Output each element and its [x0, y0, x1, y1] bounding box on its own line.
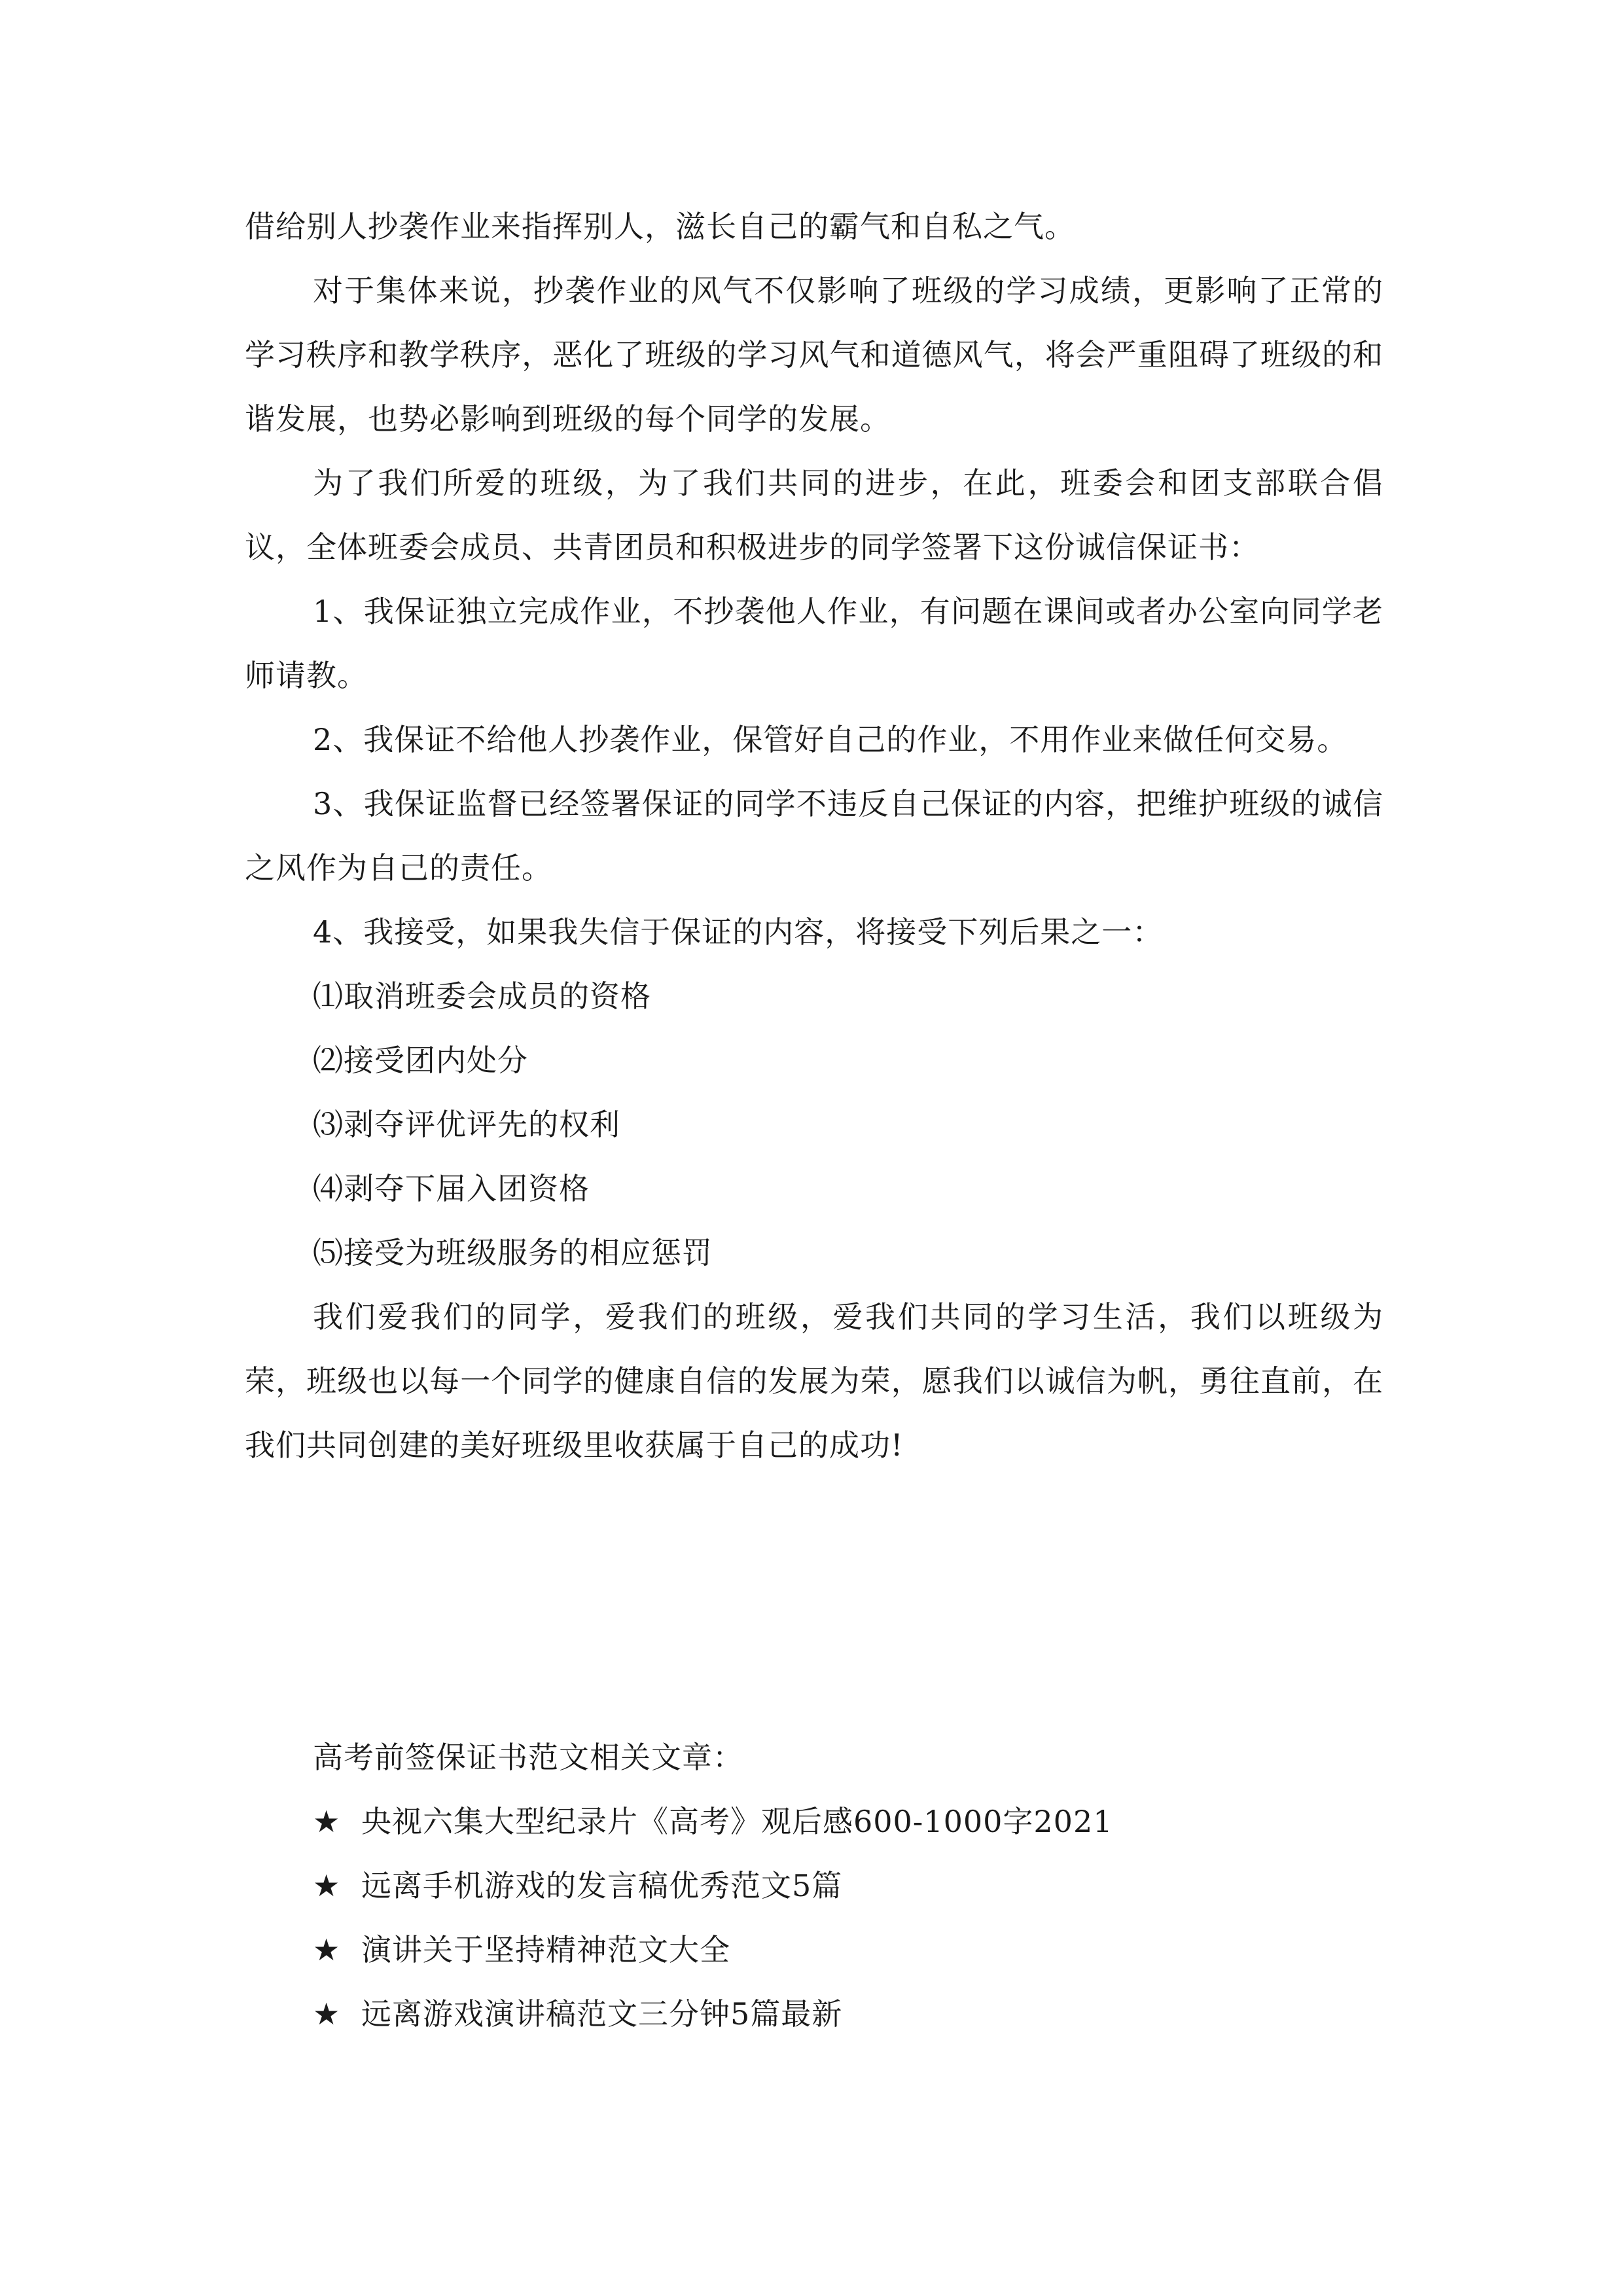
star-icon: ★ [313, 1996, 341, 2032]
paragraph-collective-impact: 对于集体来说，抄袭作业的风气不仅影响了班级的学习成绩，更影响了正常的学习秩序和教学秩序，恶化了班级的学习风气和道德风气，将会严重阻碍了班级的和谐发展，也势必影响到班级的每个同学的发展。 [245, 273, 1383, 437]
consequence-item-1: ⑴取消班委会成员的资格 [313, 978, 651, 1014]
consequence-item-2: ⑵接受团内处分 [313, 1043, 528, 1078]
related-article-link[interactable] [245, 1789, 1383, 1854]
star-icon: ★ [313, 1804, 341, 1839]
related-article-label: 央视六集大型纪录片《高考》观后感600-1000字2021 [361, 1804, 1113, 1839]
paragraph-initiative: 为了我们所爱的班级，为了我们共同的进步，在此，班委会和团支部联合倡议，全体班委会成员、共青团员和积极进步的同学签署下这份诚信保证书： [245, 465, 1383, 565]
related-article-link[interactable] [245, 1918, 1383, 1982]
consequence-item-5: ⑸接受为班级服务的相应惩罚 [313, 1235, 713, 1270]
consequence-item-4: ⑷剥夺下届入团资格 [313, 1171, 590, 1206]
related-articles-title: 高考前签保证书范文相关文章： [313, 1740, 743, 1775]
consequence-item-3: ⑶剥夺评优评先的权利 [313, 1107, 620, 1142]
related-article-link[interactable] [245, 1982, 1383, 2046]
related-article-label: 远离手机游戏的发言稿优秀范文5篇 [361, 1868, 843, 1903]
related-article-link[interactable] [245, 1854, 1383, 1918]
related-article-label: 远离游戏演讲稿范文三分钟5篇最新 [361, 1996, 843, 2032]
related-articles [245, 1725, 1383, 2046]
paragraph-continuation: 借给别人抄袭作业来指挥别人，滋长自己的霸气和自私之气。 [245, 209, 1075, 244]
pledge-item-3: 3、我保证监督已经签署保证的同学不违反自己保证的内容，把维护班级的诚信之风作为自己的责任。 [245, 786, 1383, 886]
pledge-item-4: 4、我接受，如果我失信于保证的内容，将接受下列后果之一： [313, 914, 1164, 950]
paragraph-closing: 我们爱我们的同学，爱我们的班级，爱我们共同的学习生活，我们以班级为荣，班级也以每一个同学的健康自信的发展为荣，愿我们以诚信为帆，勇往直前，在我们共同创建的美好班级里收获属于自己的成功! [245, 1299, 1383, 1463]
related-articles-list [245, 1789, 1383, 2046]
pledge-item-2: 2、我保证不给他人抄袭作业，保管好自己的作业，不用作业来做任何交易。 [313, 722, 1348, 757]
star-icon: ★ [313, 1868, 341, 1903]
document-body [245, 194, 1383, 1477]
star-icon: ★ [313, 1932, 341, 1967]
pledge-item-1: 1、我保证独立完成作业，不抄袭他人作业，有问题在课间或者办公室向同学老师请教。 [245, 594, 1383, 693]
related-article-label: 演讲关于坚持精神范文大全 [361, 1932, 730, 1967]
